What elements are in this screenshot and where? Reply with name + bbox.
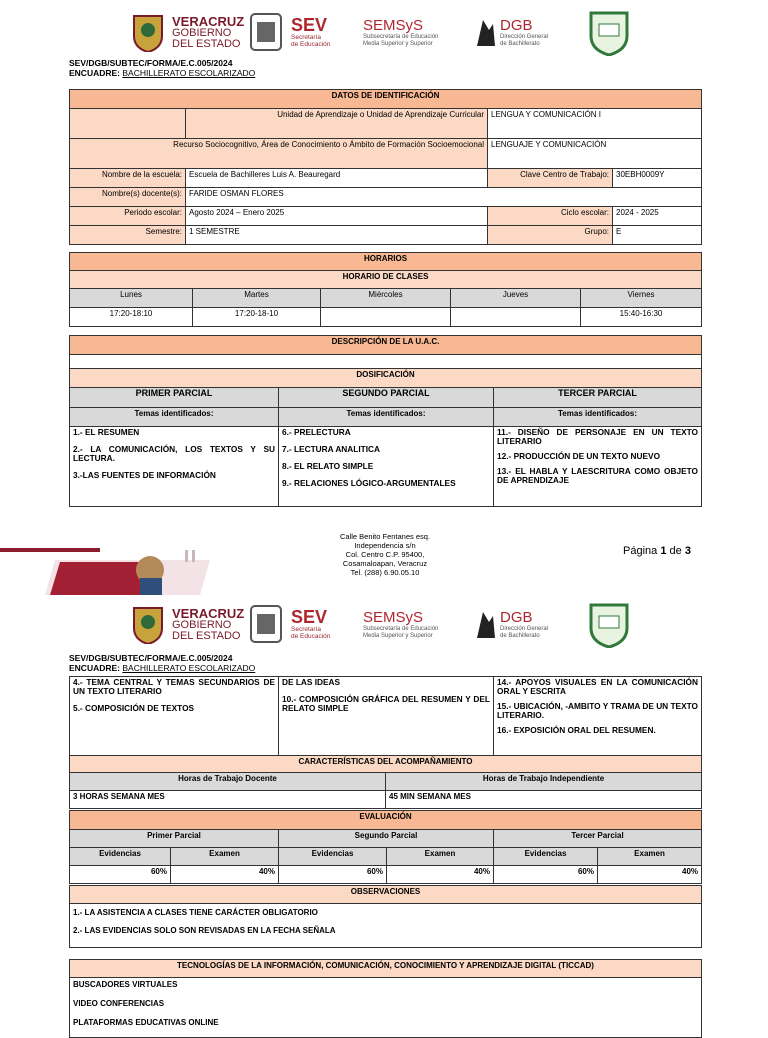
dgb-hand-icon <box>473 608 497 642</box>
clave-label: Clave Centro de Trabajo: <box>488 169 613 188</box>
escuela-value: Escuela de Bachilleres Luis A. Beauregard <box>186 169 488 188</box>
temas-col1-cont <box>70 677 279 756</box>
doc-code: SEV/DGB/SUBTEC/FORMA/E.C.005/2024 <box>69 58 233 68</box>
header-logos-page2 <box>0 602 768 652</box>
temas-col3-cont <box>494 677 702 756</box>
encuadre-label: ENCUADRE: <box>69 68 120 78</box>
eval-value-6: 40% <box>598 866 702 884</box>
sev-sub2: de Educación <box>291 41 331 48</box>
day-viernes: Viernes <box>581 289 702 308</box>
tema-7: 7.- LECTURA ANALITICA <box>282 444 381 454</box>
temas-label-3: Temas identificados: <box>494 408 702 427</box>
semsys-sub1-2: Subsecretaría de Educación <box>363 626 439 632</box>
time-jueves <box>451 308 581 327</box>
page-num: 1 <box>660 545 667 557</box>
semsys-sub2: Media Superior y Superior <box>363 41 433 47</box>
eval-value-3: 60% <box>279 866 387 884</box>
evidencias-label-3: Evidencias <box>494 848 598 866</box>
horas-docente-label: Horas de Trabajo Docente <box>70 773 386 791</box>
observaciones-title: OBSERVACIONES <box>70 886 702 904</box>
tema-4: 4.- TEMA CENTRAL Y TEMAS SECUNDARIOS DE UN TEXTO LITERARIO <box>73 677 275 696</box>
school-crest-icon <box>588 602 630 648</box>
tema-8: 8.- EL RELATO SIMPLE <box>282 461 374 471</box>
day-martes: Martes <box>193 289 321 308</box>
tema-2: 2.- LA COMUNICACIÓN, LOS TEXTOS Y SU LECTURA. <box>73 444 275 463</box>
day-lunes: Lunes <box>70 289 193 308</box>
semestre-label: Semestre: <box>70 226 186 245</box>
ticcad-item-1: BUSCADORES VIRTUALES <box>73 980 178 989</box>
page-label: Página <box>623 545 658 557</box>
header-logos-page1 <box>0 10 768 60</box>
sev-sub2-2: de Educación <box>291 633 331 640</box>
semsys-logo-2 <box>363 610 438 640</box>
doc-code-page2 <box>69 653 255 673</box>
semsys-sub2-2: Media Superior y Superior <box>363 633 433 639</box>
observacion-1: 1.- LA ASISTENCIA A CLASES TIENE CARÁCTER OBLIGATORIO <box>73 908 318 917</box>
recurso-label: Recurso Sociocognitivo, Área de Conocimiento o Ámbito de Formación Socioemocional <box>70 139 488 169</box>
docente-value: FARIDE OSMAN FLORES <box>186 188 702 207</box>
recurso-value: LENGUAJE Y COMUNICACIÓN <box>488 139 702 169</box>
tema-14: 14.- APOYOS VISUALES EN LA COMUNICACIÓN ORAL Y ESCRITA <box>497 677 698 696</box>
encuadre-value: BACHILLERATO ESCOLARIZADO <box>122 68 256 78</box>
examen-label-2: Examen <box>387 848 494 866</box>
sev-building-icon <box>245 602 287 646</box>
dosificacion-table <box>69 335 702 507</box>
tema-9: 9.- RELACIONES LÓGICO-ARGUMENTALES <box>282 478 456 488</box>
veracruz-line1: VERACRUZ <box>172 13 245 29</box>
tema-1: 1.- EL RESUMEN <box>73 427 140 437</box>
acompanamiento-table <box>69 755 702 809</box>
day-miercoles: Miércoles <box>321 289 451 308</box>
time-lunes: 17:20-18:10 <box>70 308 193 327</box>
temas-col1 <box>70 427 279 507</box>
footer-decoration <box>0 540 215 595</box>
address-line-1: Calle Benito Fentanes esq. <box>339 532 431 541</box>
veracruz-shield-icon <box>130 12 166 52</box>
semsys-title-2: SEMSyS <box>363 609 424 626</box>
sev-title: SEV <box>291 15 328 35</box>
horarios-table <box>69 252 702 327</box>
tema-10: 10.- COMPOSICIÓN GRÁFICA DEL RESUMEN Y DEL RELATO SIMPLE <box>282 694 490 713</box>
ticcad-item-3: PLATAFORMAS EDUCATIVAS ONLINE <box>73 1018 219 1027</box>
dgb-sub1: Dirección General <box>500 34 549 40</box>
semsys-title: SEMSyS <box>363 17 424 34</box>
veracruz-line1-2: VERACRUZ <box>172 605 245 621</box>
dgb-logo-2 <box>473 608 548 642</box>
sev-logo-2 <box>245 602 330 646</box>
temas-label-1: Temas identificados: <box>70 408 279 427</box>
eval-segundo-parcial: Segundo Parcial <box>279 830 494 848</box>
horas-indep-value: 45 MIN SEMANA MES <box>386 791 702 809</box>
address-line-4: Cosamaloapan, Veracruz <box>342 559 428 568</box>
sev-sub1: Secretaría <box>291 34 321 41</box>
docente-label: Nombre(s) docente(s): <box>70 188 186 207</box>
tema-9-cont: DE LAS IDEAS <box>282 677 341 687</box>
time-martes: 17:20-18-10 <box>193 308 321 327</box>
tema-3: 3.-LAS FUENTES DE INFORMACIÓN <box>73 470 216 480</box>
semestre-value: 1 SEMESTRE <box>186 226 488 245</box>
encuadre-value-2: BACHILLERATO ESCOLARIZADO <box>122 663 256 673</box>
segundo-parcial-header: SEGUNDO PARCIAL <box>279 388 494 408</box>
observaciones-table <box>69 885 702 948</box>
dgb-sub2-2: de Bachillerato <box>500 633 540 639</box>
tema-11: 11.- DISEÑO DE PERSONAJE EN UN TEXTO LITERARIO <box>497 427 699 446</box>
eval-value-2: 40% <box>171 866 279 884</box>
descripcion-body <box>70 355 702 369</box>
evaluacion-table <box>69 810 702 884</box>
sev-title-2: SEV <box>291 607 328 627</box>
time-viernes: 15:40-16:30 <box>581 308 702 327</box>
veracruz-line3: DEL ESTADO <box>172 37 241 50</box>
tema-15: 15.- UBICACIÓN, -AMBITO Y TRAMA DE UN TEXTO LITERARIO. <box>497 701 698 720</box>
descripcion-title: DESCRIPCIÓN DE LA U.A.C. <box>70 336 702 355</box>
veracruz-line2: GOBIERNO <box>172 26 232 39</box>
evidencias-label-1: Evidencias <box>70 848 171 866</box>
periodo-value: Agosto 2024 – Enero 2025 <box>186 207 488 226</box>
footer-banner-icon <box>0 540 215 595</box>
tema-12: 12.- PRODUCCIÓN DE UN TEXTO NUEVO <box>497 451 661 461</box>
temas-col2-cont <box>279 677 494 756</box>
horas-indep-label: Horas de Trabajo Independiente <box>386 773 702 791</box>
observaciones-body <box>70 904 702 948</box>
tema-6: 6.- PRELECTURA <box>282 427 351 437</box>
address-line-2: Independencia s/n <box>354 541 416 550</box>
unidad-label: Unidad de Aprendizaje o Unidad de Aprendizaje Curricular <box>277 110 484 119</box>
ticcad-item-2: VIDEO CONFERENCIAS <box>73 999 165 1008</box>
veracruz-line3-2: DEL ESTADO <box>172 629 241 642</box>
spacer <box>70 109 186 139</box>
dosificacion-continued-table <box>69 676 702 756</box>
escuela-label: Nombre de la escuela: <box>70 169 186 188</box>
examen-label-3: Examen <box>598 848 702 866</box>
tema-13: 13.- EL HABLA Y LAESCRITURA COMO OBJETO DE APRENDIZAJE <box>497 466 699 485</box>
evaluacion-title: EVALUACIÓN <box>70 811 702 830</box>
dgb-sub1-2: Dirección General <box>500 626 549 632</box>
dgb-sub2: de Bachillerato <box>500 41 540 47</box>
doc-code-2: SEV/DGB/SUBTEC/FORMA/E.C.005/2024 <box>69 653 233 663</box>
primer-parcial-header: PRIMER PARCIAL <box>70 388 279 408</box>
eval-value-4: 40% <box>387 866 494 884</box>
dgb-title: DGB <box>500 17 533 34</box>
encuadre-line-2 <box>69 663 255 673</box>
day-jueves: Jueves <box>451 289 581 308</box>
dgb-logo <box>473 16 548 50</box>
temas-label-2: Temas identificados: <box>279 408 494 427</box>
sev-logo <box>245 10 330 54</box>
veracruz-logo-2 <box>130 604 244 644</box>
eval-value-1: 60% <box>70 866 171 884</box>
observacion-2: 2.- LAS EVIDENCIAS SOLO SON REVISADAS EN LA FECHA SEÑALA <box>73 926 336 935</box>
page-number <box>623 545 691 557</box>
identificacion-title: DATOS DE IDENTIFICACIÓN <box>70 90 702 109</box>
temas-col3 <box>494 427 702 507</box>
sev-sub1-2: Secretaría <box>291 626 321 633</box>
identificacion-table <box>69 89 702 245</box>
dgb-title-2: DGB <box>500 609 533 626</box>
dgb-hand-icon <box>473 16 497 50</box>
ticcad-body <box>70 978 702 1038</box>
semsys-logo <box>363 18 438 48</box>
tema-16: 16.- EXPOSICIÓN ORAL DEL RESUMEN. <box>497 725 656 735</box>
tercer-parcial-header: TERCER PARCIAL <box>494 388 702 408</box>
veracruz-line2-2: GOBIERNO <box>172 618 232 631</box>
semsys-sub1: Subsecretaría de Educación <box>363 34 439 40</box>
sev-building-icon <box>245 10 287 54</box>
eval-value-5: 60% <box>494 866 598 884</box>
clave-value: 30EBH0009Y <box>613 169 702 188</box>
horarios-title: HORARIOS <box>70 253 702 271</box>
periodo-label: Periodo escolar: <box>70 207 186 226</box>
veracruz-logo <box>130 12 244 52</box>
address-line-5: Tel. (288) 6.90.05.10 <box>350 568 420 577</box>
unidad-value: LENGUA Y COMUNICACIÓN I <box>488 109 702 139</box>
school-crest <box>588 10 630 56</box>
unidad-label-cell <box>186 109 488 139</box>
examen-label-1: Examen <box>171 848 279 866</box>
school-crest-2 <box>588 602 630 648</box>
eval-primer-parcial: Primer Parcial <box>70 830 279 848</box>
grupo-value: E <box>613 226 702 245</box>
doc-code-page1 <box>69 58 255 78</box>
evidencias-label-2: Evidencias <box>279 848 387 866</box>
acompanamiento-title: CARACTERÍSTICAS DEL ACOMPAÑAMIENTO <box>70 756 702 773</box>
encuadre-label-2: ENCUADRE: <box>69 663 120 673</box>
ciclo-label: Ciclo escolar: <box>488 207 613 226</box>
footer-address <box>300 532 470 577</box>
ciclo-value: 2024 - 2025 <box>613 207 702 226</box>
veracruz-shield-icon <box>130 604 166 644</box>
eval-tercer-parcial: Tercer Parcial <box>494 830 702 848</box>
ticcad-table <box>69 959 702 1038</box>
school-crest-icon <box>588 10 630 56</box>
address-line-3: Col. Centro C.P. 95400, <box>345 550 425 559</box>
page-of: de <box>669 545 682 557</box>
horario-clases-title: HORARIO DE CLASES <box>70 271 702 289</box>
encuadre-line <box>69 68 255 78</box>
time-miercoles <box>321 308 451 327</box>
dosificacion-title: DOSIFICACIÓN <box>70 369 702 388</box>
tema-5: 5.- COMPOSICIÓN DE TEXTOS <box>73 703 195 713</box>
temas-col2 <box>279 427 494 507</box>
horas-docente-value: 3 HORAS SEMANA MES <box>70 791 386 809</box>
page-total: 3 <box>684 545 691 557</box>
grupo-label: Grupo: <box>488 226 613 245</box>
ticcad-title: TECNOLOGÍAS DE LA INFORMACIÓN, COMUNICACIÓN, CONOCIMIENTO Y APRENDIZAJE DIGITAL (TICCAD) <box>70 960 702 978</box>
